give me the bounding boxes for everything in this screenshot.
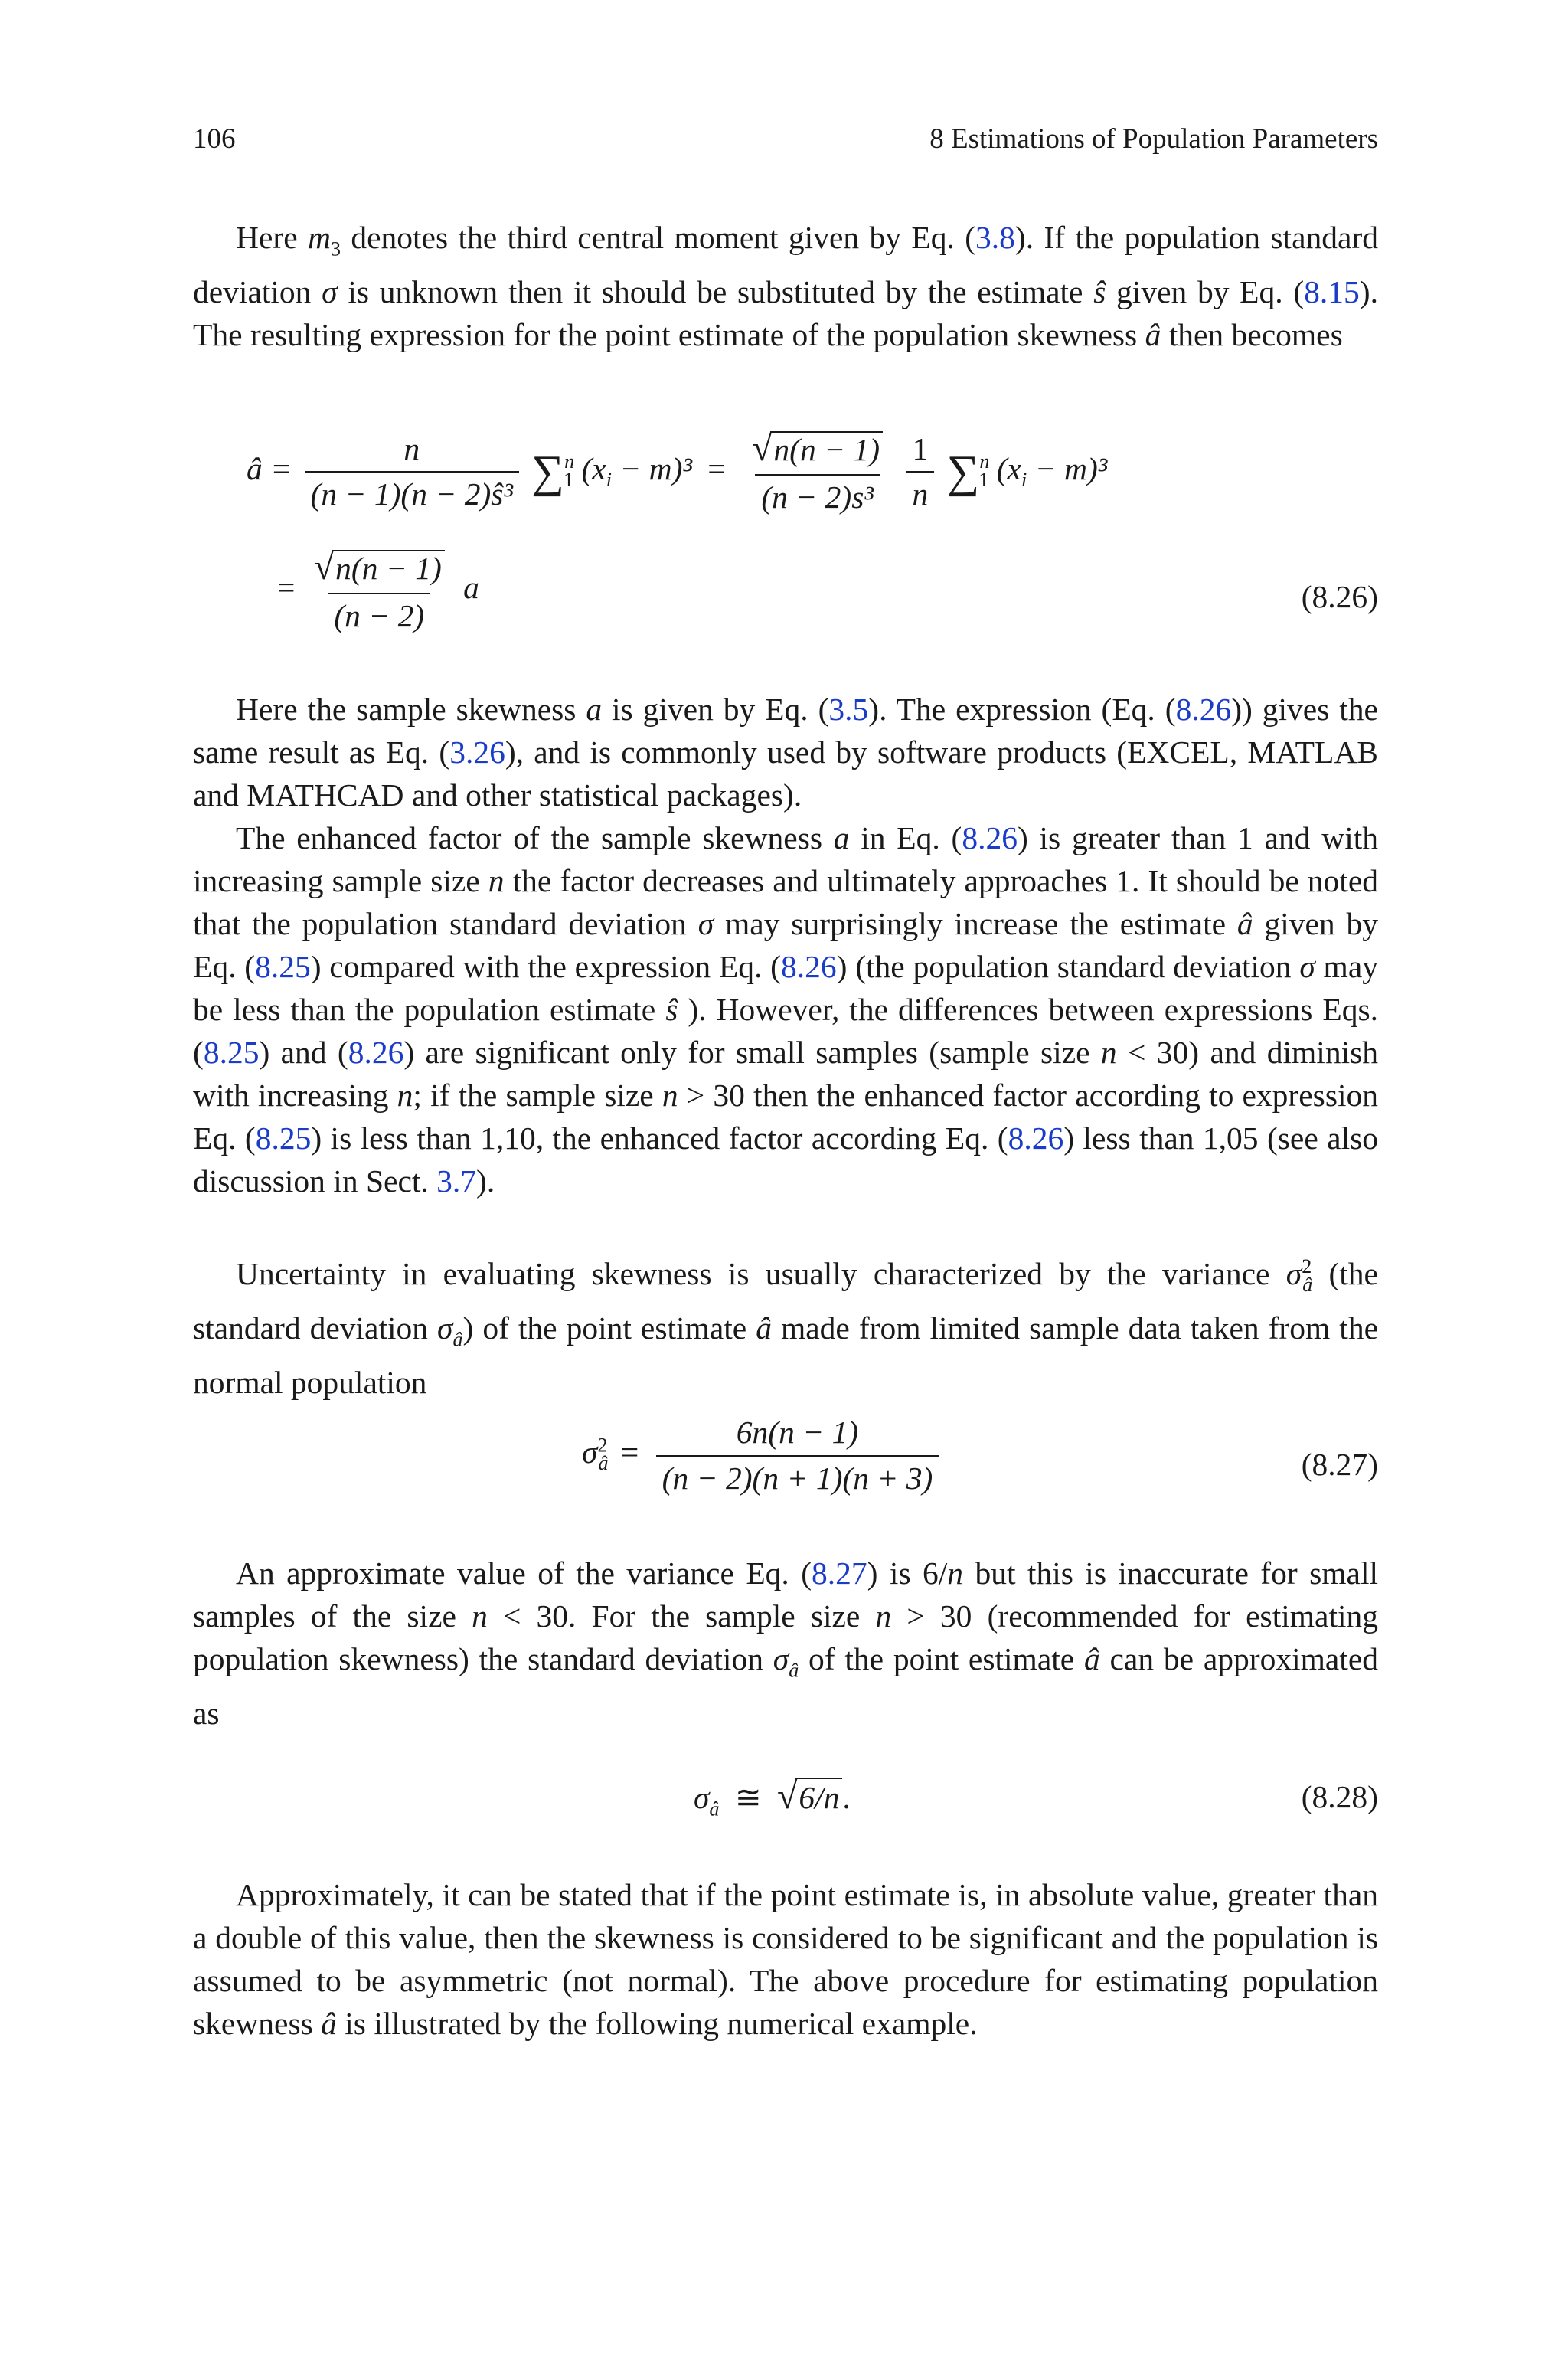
paragraph-2: Here the sample skewness a is given by Eq. (3.5). The expression (Eq. (8.26)) gives the same result as Eq. (3.26), and is commonly used by software products (EXCEL, MATLAB and MATHCAD and other statistical packages). (193, 692, 1378, 813)
eq-ref-8-26[interactable]: 8.26 (348, 1035, 404, 1070)
eq-ref-8-26[interactable]: 8.26 (1175, 692, 1232, 727)
equation-8-26-line-1: â = $\frac{n}{\text{(n − 1)(n − 2)ŝ³}}$ ∑$^n_1$ $(x_i - m)^3$ = $\frac{√n(n - 1)}{\text{(n − 2)s³}}$ $\frac{1}{n}$ ∑$^n_1$ $(x_i - m)^3$ (247, 428, 1108, 515)
paragraph-5: An approximate value of the variance Eq. (8.27) is 6/n but this is inaccurate for small samples of the size n < 30. For the sample size n > 30 (recommended for estimating population skewness) the standard deviation $\sigma_â$ of the point estimate â can be approximated as (193, 1555, 1379, 1732)
eq-ref-8-26[interactable]: 8.26 (1008, 1120, 1064, 1156)
eq-ref-8-27[interactable]: 8.27 (812, 1555, 867, 1591)
eq-ref-3-26[interactable]: 3.26 (449, 734, 505, 770)
eq-ref-8-25[interactable]: 8.25 (255, 949, 311, 984)
equation-number-8-28: (8.28) (1301, 1779, 1378, 1814)
eq-ref-3-8[interactable]: 3.8 (975, 220, 1015, 255)
equation-8-28: $\sigma_â$ ≅ √6/n. (694, 1776, 851, 1820)
equation-number-8-27: (8.27) (1301, 1447, 1378, 1482)
eq-ref-8-26[interactable]: 8.26 (780, 949, 837, 984)
equation-number-8-26: (8.26) (1301, 579, 1378, 614)
eq-ref-8-15[interactable]: 8.15 (1304, 274, 1360, 310)
equation-8-27: $\sigma^2_â$ = $\frac{6n(n - 1)}{(n - 2)(n + 1)(n + 3)}$ (582, 1415, 1194, 1496)
eq-ref-8-25[interactable]: 8.25 (255, 1120, 312, 1156)
chapter-title: 8 Estimations of Population Parameters (929, 123, 1378, 155)
paragraph-1: Here $m_3$ denotes the third central moment given by Eq. (3.8). If the population standard deviation σ is unknown then it should be substituted by the estimate ŝ given by Eq. (8.15). The resulting expression for the point estimate of the population skewness â then becomes (193, 220, 1378, 353)
paragraph-6: Approximately, it can be stated that if the point estimate is, in absolute value, greater than a double of this value, then the skewness is considered to be significant and the population is assumed to be asymmetric (not normal). The above procedure for estimating population skewness â is illustrated by the following numerical example. (193, 1877, 1378, 2041)
paragraph-3: The enhanced factor of the sample skewness a in Eq. (8.26) is greater than 1 and with increasing sample size n the factor decreases and ultimately approaches 1. It should be noted that the population standard deviation σ may surprisingly increase the estimate â given by Eq. (8.25) compared with the expression Eq. (8.26) (the population standard deviation σ may be less than the population estimate ŝ ). However, the differences between expressions Eqs. (8.25) and (8.26) are significant only for small samples (sample size n < 30) and diminish with increasing n; if the sample size n > 30 then the enhanced factor according to expression Eq. (8.25) is less than 1,10, the enhanced factor according Eq. (8.26) less than 1,05 (see also discussion in Sect. 3.7). (193, 820, 1379, 1199)
paragraph-4: Uncertainty in evaluating skewness is usually characterized by the variance $\sigma^2_â$ (the standard deviation $\sigma_â$) of the point estimate â made from limited sample data taken from the normal population (193, 1255, 1378, 1401)
eq-ref-8-26[interactable]: 8.26 (962, 820, 1018, 855)
sect-ref-3-7[interactable]: 3.7 (436, 1163, 477, 1199)
eq-ref-8-25[interactable]: 8.25 (203, 1035, 260, 1070)
eq-ref-3-5[interactable]: 3.5 (828, 692, 869, 727)
running-header (193, 123, 1378, 161)
page-number: 106 (193, 123, 236, 155)
equation-8-26-line-2: = $\frac{√n(n - 1)}{(n - 2)}$ a (277, 547, 479, 633)
page (193, 0, 1378, 2378)
